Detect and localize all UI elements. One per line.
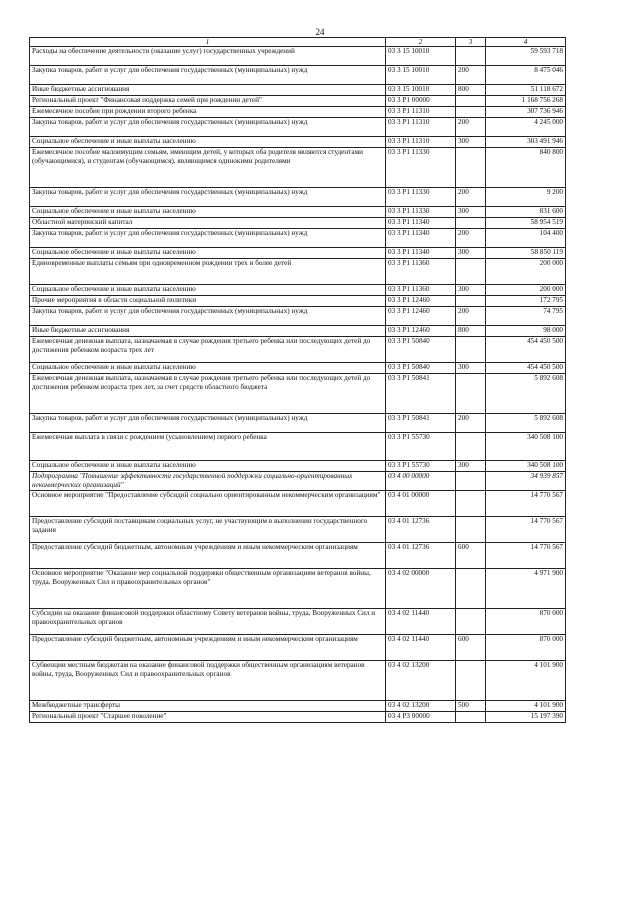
row-vr-cell: 200 bbox=[456, 307, 486, 326]
row-name-cell: Ежемесячная выплата в связи с рождением (усыновлением) первого ребенка bbox=[30, 433, 386, 461]
row-code-cell: 03 3 P1 11330 bbox=[386, 188, 456, 207]
row-name-cell: Социальное обеспечение и иные выплаты населению bbox=[30, 363, 386, 374]
table-row bbox=[30, 414, 566, 433]
row-amount-cell: 98 000 bbox=[486, 326, 566, 337]
table-row bbox=[30, 229, 566, 248]
row-amount-cell: 14 770 567 bbox=[486, 543, 566, 569]
table-row bbox=[30, 85, 566, 96]
table-row bbox=[30, 661, 566, 701]
row-amount-cell: 58 954 519 bbox=[486, 218, 566, 229]
row-name-cell: Региональный проект "Финансовая поддержка семей при рождении детей" bbox=[30, 96, 386, 107]
row-vr-cell bbox=[456, 47, 486, 66]
table-row bbox=[30, 47, 566, 66]
row-name-cell: Закупка товаров, работ и услуг для обеспечения государственных (муниципальных) нужд bbox=[30, 66, 386, 85]
table-row bbox=[30, 472, 566, 491]
row-name-cell: Ежемесячное пособие малоимущим семьям, имеющим детей, у которых оба родителя являются студентами (обучающимися), и студентам (обучающимся), являющимся одинокими родителями bbox=[30, 148, 386, 188]
table-row bbox=[30, 188, 566, 207]
table-row bbox=[30, 107, 566, 118]
row-name-cell: Социальное обеспечение и иные выплаты населению bbox=[30, 137, 386, 148]
row-code-cell: 03 3 P1 11310 bbox=[386, 107, 456, 118]
row-vr-cell bbox=[456, 491, 486, 517]
row-name-cell: Региональный проект "Старшее поколение" bbox=[30, 712, 386, 723]
row-name-cell: Закупка товаров, работ и услуг для обеспечения государственных (муниципальных) нужд bbox=[30, 414, 386, 433]
row-amount-cell: 59 593 718 bbox=[486, 47, 566, 66]
row-amount-cell: 14 770 567 bbox=[486, 491, 566, 517]
row-amount-cell: 870 000 bbox=[486, 635, 566, 661]
row-name-cell: Областной материнский капитал bbox=[30, 218, 386, 229]
row-amount-cell: 172 795 bbox=[486, 296, 566, 307]
row-vr-cell: 600 bbox=[456, 543, 486, 569]
row-code-cell: 03 4 02 11440 bbox=[386, 609, 456, 635]
row-name-cell: Предоставление субсидий бюджетным, автономным учреждениям и иным некоммерческим организациям bbox=[30, 543, 386, 569]
row-name-cell: Социальное обеспечение и иные выплаты населению bbox=[30, 207, 386, 218]
row-name-cell: Ежемесячная денежная выплата, назначаемая в случае рождения третьего ребенка или последующих детей до достижения ребенком возраста трех лет, за счет средств областного бюджета bbox=[30, 374, 386, 414]
row-code-cell: 03 3 P1 12460 bbox=[386, 296, 456, 307]
row-amount-cell: 5 892 608 bbox=[486, 374, 566, 414]
row-code-cell: 03 3 P1 11330 bbox=[386, 148, 456, 188]
row-vr-cell bbox=[456, 609, 486, 635]
row-name-cell: Социальное обеспечение и иные выплаты населению bbox=[30, 461, 386, 472]
table-row bbox=[30, 569, 566, 609]
table-row bbox=[30, 96, 566, 107]
row-vr-cell: 300 bbox=[456, 285, 486, 296]
row-name-cell: Социальное обеспечение и иные выплаты населению bbox=[30, 285, 386, 296]
row-name-cell: Ежемесячное пособие при рождении второго ребенка bbox=[30, 107, 386, 118]
table-row bbox=[30, 635, 566, 661]
row-amount-cell: 200 000 bbox=[486, 285, 566, 296]
row-code-cell: 03 3 P1 11360 bbox=[386, 259, 456, 285]
row-code-cell: 03 3 P1 11310 bbox=[386, 118, 456, 137]
row-amount-cell: 870 000 bbox=[486, 609, 566, 635]
table-row bbox=[30, 148, 566, 188]
column-header-amount: 4 bbox=[486, 38, 566, 47]
row-vr-cell bbox=[456, 218, 486, 229]
row-code-cell: 03 4 00 00000 bbox=[386, 472, 456, 491]
row-amount-cell: 831 600 bbox=[486, 207, 566, 218]
table-row bbox=[30, 285, 566, 296]
row-vr-cell: 600 bbox=[456, 635, 486, 661]
table-row bbox=[30, 307, 566, 326]
row-name-cell: Ежемесячная денежная выплата, назначаемая в случае рождения третьего ребенка или последующих детей до достижения ребенком возраста трех лет bbox=[30, 337, 386, 363]
row-name-cell: Закупка товаров, работ и услуг для обеспечения государственных (муниципальных) нужд bbox=[30, 307, 386, 326]
table-row bbox=[30, 491, 566, 517]
row-vr-cell bbox=[456, 661, 486, 701]
row-vr-cell bbox=[456, 472, 486, 491]
row-vr-cell: 800 bbox=[456, 85, 486, 96]
row-name-cell: Закупка товаров, работ и услуг для обеспечения государственных (муниципальных) нужд bbox=[30, 229, 386, 248]
row-vr-cell bbox=[456, 374, 486, 414]
row-amount-cell: 8 475 046 bbox=[486, 66, 566, 85]
page-number: 24 bbox=[315, 27, 325, 37]
table-row bbox=[30, 218, 566, 229]
table-row bbox=[30, 326, 566, 337]
row-amount-cell: 4 101 900 bbox=[486, 661, 566, 701]
row-code-cell: 03 3 P1 50841 bbox=[386, 374, 456, 414]
row-code-cell: 03 4 02 13200 bbox=[386, 661, 456, 701]
table-row bbox=[30, 609, 566, 635]
row-code-cell: 03 3 P1 50840 bbox=[386, 363, 456, 374]
row-name-cell: Субсидии на оказание финансовой поддержки областному Совету ветеранов войны, труда, Вооруженных Сил и правоохранительных органов bbox=[30, 609, 386, 635]
row-code-cell: 03 3 P1 11310 bbox=[386, 137, 456, 148]
row-amount-cell: 4 245 000 bbox=[486, 118, 566, 137]
row-vr-cell: 200 bbox=[456, 229, 486, 248]
row-code-cell: 03 3 P1 11340 bbox=[386, 218, 456, 229]
row-vr-cell: 300 bbox=[456, 207, 486, 218]
row-vr-cell bbox=[456, 259, 486, 285]
row-amount-cell: 104 400 bbox=[486, 229, 566, 248]
row-name-cell: Закупка товаров, работ и услуг для обеспечения государственных (муниципальных) нужд bbox=[30, 188, 386, 207]
row-amount-cell: 840 800 bbox=[486, 148, 566, 188]
row-vr-cell bbox=[456, 712, 486, 723]
row-amount-cell: 200 000 bbox=[486, 259, 566, 285]
table-row bbox=[30, 248, 566, 259]
row-name-cell: Субвенции местным бюджетам на оказание финансовой поддержки общественным организациям ветеранов войны, труда, Вооруженных Сил и правоохранительных органов bbox=[30, 661, 386, 701]
budget-table bbox=[29, 37, 566, 723]
row-name-cell: Подпрограмма "Повышение эффективности государственной поддержки социально-ориентированных некоммерческих организаций" bbox=[30, 472, 386, 491]
row-code-cell: 03 3 P1 11330 bbox=[386, 207, 456, 218]
row-amount-cell: 307 736 946 bbox=[486, 107, 566, 118]
row-vr-cell bbox=[456, 337, 486, 363]
row-amount-cell: 15 197 390 bbox=[486, 712, 566, 723]
row-code-cell: 03 4 02 00000 bbox=[386, 569, 456, 609]
row-vr-cell: 200 bbox=[456, 118, 486, 137]
row-amount-cell: 1 168 756 268 bbox=[486, 96, 566, 107]
row-vr-cell bbox=[456, 569, 486, 609]
table-row bbox=[30, 712, 566, 723]
row-code-cell: 03 4 P3 00000 bbox=[386, 712, 456, 723]
row-vr-cell: 200 bbox=[456, 414, 486, 433]
row-vr-cell bbox=[456, 96, 486, 107]
row-name-cell: Расходы на обеспечение деятельности (оказание услуг) государственных учреждений bbox=[30, 47, 386, 66]
row-vr-cell bbox=[456, 517, 486, 543]
row-vr-cell: 300 bbox=[456, 363, 486, 374]
column-header-code: 2 bbox=[386, 38, 456, 47]
row-code-cell: 03 3 P1 55730 bbox=[386, 433, 456, 461]
table-row bbox=[30, 517, 566, 543]
row-code-cell: 03 3 P1 50841 bbox=[386, 414, 456, 433]
row-code-cell: 03 3 P1 11360 bbox=[386, 285, 456, 296]
row-name-cell: Иные бюджетные ассигнования bbox=[30, 85, 386, 96]
row-name-cell: Прочие мероприятия в области социальной политики bbox=[30, 296, 386, 307]
row-code-cell: 03 3 15 10010 bbox=[386, 66, 456, 85]
row-vr-cell: 500 bbox=[456, 701, 486, 712]
table-row bbox=[30, 259, 566, 285]
row-amount-cell: 14 770 567 bbox=[486, 517, 566, 543]
table-header-row bbox=[30, 38, 566, 47]
row-amount-cell: 454 450 500 bbox=[486, 363, 566, 374]
row-name-cell: Единовременные выплаты семьям при одновременном рождении трех и более детей bbox=[30, 259, 386, 285]
row-amount-cell: 34 939 857 bbox=[486, 472, 566, 491]
row-code-cell: 03 4 01 12736 bbox=[386, 543, 456, 569]
row-code-cell: 03 3 15 10010 bbox=[386, 47, 456, 66]
row-name-cell: Социальное обеспечение и иные выплаты населению bbox=[30, 248, 386, 259]
row-amount-cell: 454 450 500 bbox=[486, 337, 566, 363]
table-row bbox=[30, 66, 566, 85]
table-row bbox=[30, 207, 566, 218]
row-amount-cell: 340 508 100 bbox=[486, 461, 566, 472]
row-code-cell: 03 4 02 11440 bbox=[386, 635, 456, 661]
column-header-name: 1 bbox=[30, 38, 386, 47]
row-code-cell: 03 3 P1 12460 bbox=[386, 307, 456, 326]
table-row bbox=[30, 374, 566, 414]
row-name-cell: Основное мероприятие "Оказание мер социальной поддержки общественным организациям ветеранов войны, труда, Вооруженных Сил и правоохранительных органов" bbox=[30, 569, 386, 609]
row-amount-cell: 51 118 672 bbox=[486, 85, 566, 96]
row-code-cell: 03 3 P1 50840 bbox=[386, 337, 456, 363]
row-name-cell: Иные бюджетные ассигнования bbox=[30, 326, 386, 337]
table-row bbox=[30, 433, 566, 461]
row-vr-cell: 200 bbox=[456, 188, 486, 207]
row-amount-cell: 4 971 900 bbox=[486, 569, 566, 609]
row-vr-cell bbox=[456, 433, 486, 461]
row-amount-cell: 5 892 608 bbox=[486, 414, 566, 433]
row-code-cell: 03 4 01 00000 bbox=[386, 491, 456, 517]
row-code-cell: 03 3 P1 12460 bbox=[386, 326, 456, 337]
row-vr-cell: 300 bbox=[456, 461, 486, 472]
row-amount-cell: 4 101 900 bbox=[486, 701, 566, 712]
row-name-cell: Закупка товаров, работ и услуг для обеспечения государственных (муниципальных) нужд bbox=[30, 118, 386, 137]
row-code-cell: 03 3 15 10010 bbox=[386, 85, 456, 96]
row-vr-cell: 300 bbox=[456, 248, 486, 259]
table-body bbox=[30, 47, 566, 723]
row-vr-cell: 800 bbox=[456, 326, 486, 337]
row-vr-cell bbox=[456, 148, 486, 188]
column-header-vr: 3 bbox=[456, 38, 486, 47]
row-amount-cell: 9 200 bbox=[486, 188, 566, 207]
row-amount-cell: 340 508 100 bbox=[486, 433, 566, 461]
row-vr-cell bbox=[456, 107, 486, 118]
row-name-cell: Основное мероприятие "Предоставление субсидий социально ориентированным некоммерческим организациям" bbox=[30, 491, 386, 517]
row-code-cell: 03 4 01 12736 bbox=[386, 517, 456, 543]
row-amount-cell: 74 795 bbox=[486, 307, 566, 326]
row-name-cell: Межбюджетные трансферты bbox=[30, 701, 386, 712]
table-row bbox=[30, 701, 566, 712]
row-code-cell: 03 4 02 13200 bbox=[386, 701, 456, 712]
table-row bbox=[30, 363, 566, 374]
row-vr-cell bbox=[456, 296, 486, 307]
table-row bbox=[30, 461, 566, 472]
row-vr-cell: 300 bbox=[456, 137, 486, 148]
row-code-cell: 03 3 P1 11340 bbox=[386, 248, 456, 259]
row-code-cell: 03 3 P1 55730 bbox=[386, 461, 456, 472]
table-row bbox=[30, 296, 566, 307]
row-code-cell: 03 3 P1 11340 bbox=[386, 229, 456, 248]
row-name-cell: Предоставление субсидий бюджетным, автономным учреждениям и иным некоммерческим организациям bbox=[30, 635, 386, 661]
table-row bbox=[30, 137, 566, 148]
row-amount-cell: 58 850 119 bbox=[486, 248, 566, 259]
table-row bbox=[30, 118, 566, 137]
table-row bbox=[30, 543, 566, 569]
table-row bbox=[30, 337, 566, 363]
row-name-cell: Предоставление субсидий поставщикам социальных услуг, не участвующим в выполнении государственного задания bbox=[30, 517, 386, 543]
row-amount-cell: 303 491 946 bbox=[486, 137, 566, 148]
row-vr-cell: 200 bbox=[456, 66, 486, 85]
row-code-cell: 03 3 P1 00000 bbox=[386, 96, 456, 107]
